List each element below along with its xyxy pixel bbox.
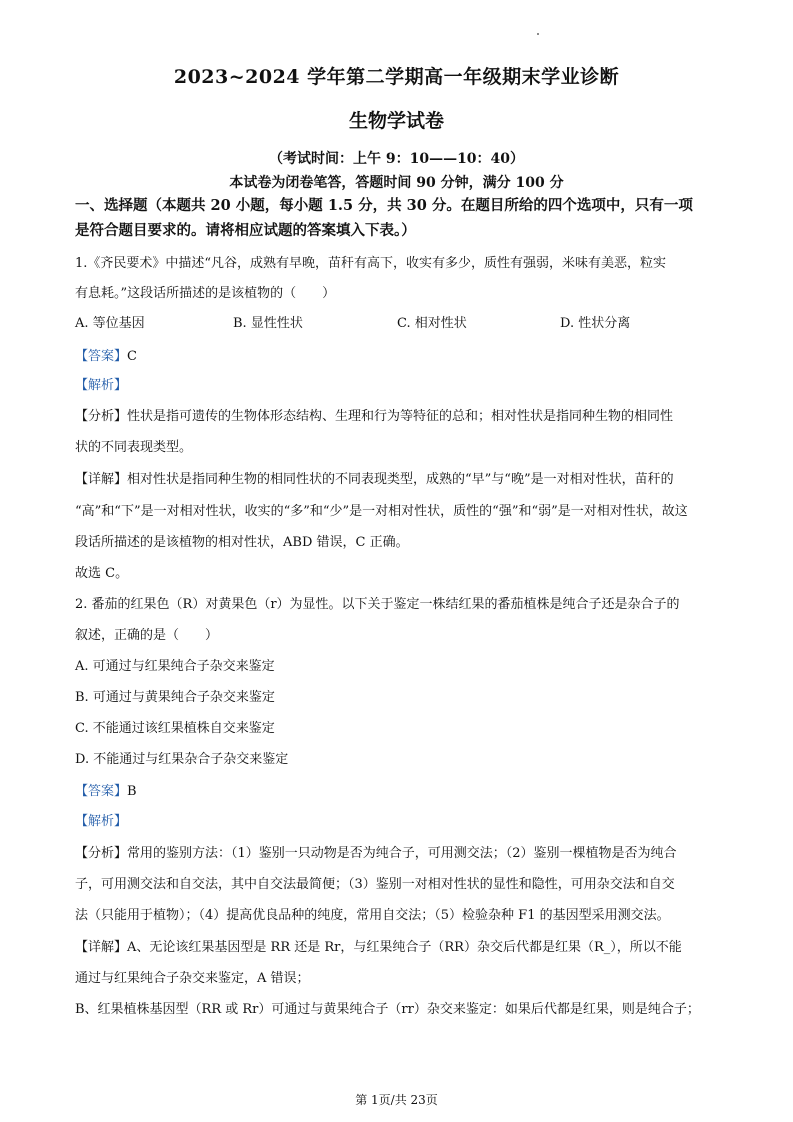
q2-fenxi-line-2: 子，可用测交法和自交法，其中自交法最简便；（3）鉴别一对相对性状的显性和隐性，可用杂交法和自交 (75, 877, 675, 892)
q2-option-b: B. 可通过与黄果纯合子杂交来鉴定 (75, 690, 275, 705)
q2-detail-line-1 (75, 936, 723, 955)
detail-tag: 【详解】 (75, 472, 128, 487)
q1-detail-text-1: 相对性状是指同种生物的相同性状的不同表现类型，成熟的“早”与“晚”是一对相对性状，苗秆的 (127, 472, 674, 487)
page-number: 第 1页/共 23页 (355, 1093, 438, 1107)
q2-answer (75, 780, 723, 799)
section-heading (75, 193, 725, 243)
exam-time: （考试时间：上午 9：10——10：40） (268, 151, 525, 167)
q1-fenxi-text-1: 性状是指可遗传的生物体形态结构、生理和行为等特征的总和；相对性状是指同种生物的相同性 (127, 409, 674, 424)
q2-detail-line-2: 通过与红果纯合子杂交来鉴定，A 错误； (75, 971, 310, 986)
exam-subtitle: 生物学试卷 (348, 110, 444, 132)
q2-stem-line-2: 叙述，正确的是（ ） (75, 628, 219, 643)
detail-tag: 【详解】 (75, 940, 128, 955)
exam-notice: 本试卷为闭卷笔答，答题时间 90 分钟，满分 100 分 (229, 175, 564, 191)
q1-option-b: B. 显性性状 (233, 316, 303, 331)
q2-answer-value: B (127, 784, 137, 799)
q2-option-a: A. 可通过与红果纯合子杂交来鉴定 (75, 659, 275, 674)
fenxi-tag: 【分析】 (75, 409, 128, 424)
q1-answer (75, 345, 723, 364)
q1-fenxi-line-1 (75, 405, 723, 424)
q2-analysis-tag (75, 810, 723, 829)
section-heading-line-2: 是符合题目要求的。请将相应试题的答案填入下表。） (75, 222, 416, 239)
q1-option-c: C. 相对性状 (397, 316, 467, 331)
q2-detail-text-1: A、无论该红果基因型是 RR 还是 Rr，与红果纯合子（RR）杂交后代都是红果（R_），所以不能 (127, 940, 682, 955)
q1-fenxi-line-2: 状的不同表现类型。 (75, 440, 193, 455)
q1-option-a: A. 等位基因 (75, 316, 145, 331)
q2-stem-line-1: 2. 番茄的红果色（R）对黄果色（r）为显性。以下关于鉴定一株结红果的番茄植株是纯合子还是杂合子的 (75, 597, 680, 612)
q2-fenxi-text-1: 常用的鉴别方法：（1）鉴别一只动物是否为纯合子，可用测交法；（2）鉴别一棵植物是否为纯合 (127, 846, 677, 861)
q1-detail-line-3: 段话所描述的是该植物的相对性状，ABD 错误，C 正确。 (75, 535, 409, 550)
exam-title: 2023~2024 学年第二学期高一年级期末学业诊断 (173, 66, 620, 88)
q2-fenxi-line-1 (75, 842, 723, 861)
q1-stem-line-2: 有息耗。”这段话所描述的是该植物的（ ） (75, 286, 336, 301)
scan-dot (537, 33, 539, 35)
analysis-tag: 【解析】 (75, 378, 128, 393)
q2-option-d: D. 不能通过与红果杂合子杂交来鉴定 (75, 752, 289, 767)
q1-answer-value: C (127, 349, 137, 364)
q1-stem-line-1: 1.《齐民要术》中描述“凡谷，成熟有早晚，苗秆有高下，收实有多少，质性有强弱，米味有美恶，粒实 (75, 256, 667, 271)
q2-detail-line-3: B、红果植株基因型（RR 或 Rr）可通过与黄果纯合子（rr）杂交来鉴定：如果后代都是红果，则是纯合子； (75, 1002, 700, 1017)
q2-fenxi-line-3: 法（只能用于植物）；（4）提高优良品种的纯度，常用自交法；（5）检验杂种 F1 的基因型采用测交法。 (75, 908, 670, 923)
section-heading-line-1: 一、选择题（本题共 20 小题，每小题 1.5 分，共 30 分。在题目所给的四个选项中，只有一项 (75, 197, 693, 214)
q1-option-d: D. 性状分离 (560, 316, 631, 331)
q2-option-c: C. 不能通过该红果植株自交来鉴定 (75, 721, 275, 736)
q1-conclusion: 故选 C。 (75, 566, 129, 581)
q1-detail-line-1 (75, 468, 723, 487)
analysis-tag: 【解析】 (75, 814, 128, 829)
answer-tag: 【答案】 (75, 349, 128, 364)
q1-analysis-tag (75, 374, 723, 393)
fenxi-tag: 【分析】 (75, 846, 128, 861)
answer-tag: 【答案】 (75, 784, 128, 799)
q1-detail-line-2: “高”和“下”是一对相对性状，收实的“多”和“少”是一对相对性状，质性的“强”和“弱”是一对相对性状，故这 (75, 504, 688, 519)
